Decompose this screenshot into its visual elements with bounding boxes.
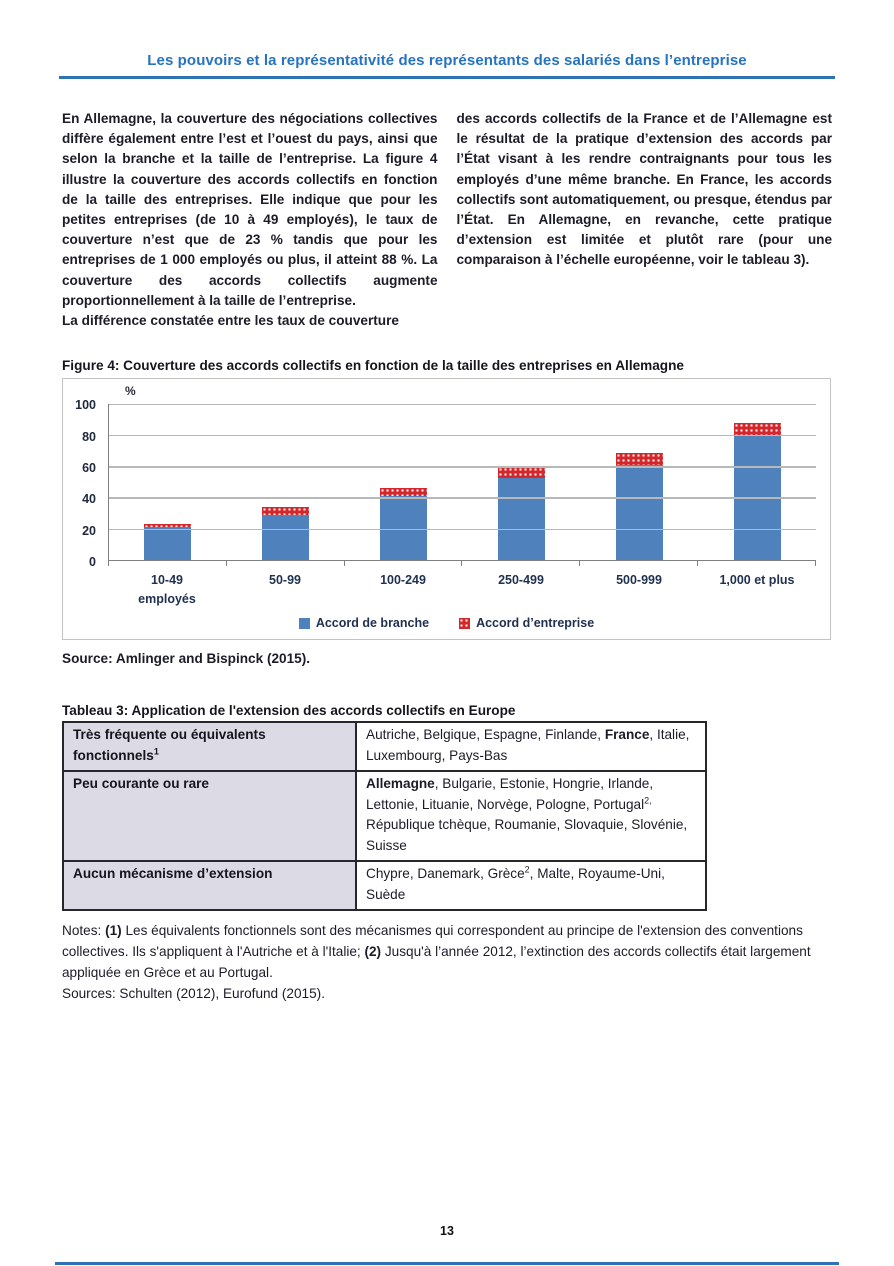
- category-label: [462, 571, 580, 609]
- bar-segment: [262, 507, 309, 515]
- figure-caption: Figure 4: Couverture des accords collectifs en fonction de la taille des entreprises en Allemagne: [62, 358, 684, 374]
- y-tick-label: 0: [89, 555, 96, 570]
- bar-slot: [345, 404, 463, 560]
- text-segment: Aucun mécanisme d’extension: [73, 866, 273, 882]
- y-tick-label: 60: [82, 461, 96, 476]
- stacked-bar: [734, 404, 781, 560]
- text-segment: Autriche, Belgique, Espagne, Finlande,: [366, 727, 605, 743]
- stacked-bar: [498, 404, 545, 560]
- paragraph: La différence constatée entre les taux de couverture: [62, 313, 399, 329]
- text-segment: 2,: [644, 795, 652, 806]
- category-label: [344, 571, 462, 609]
- table-row-label: [63, 771, 356, 861]
- stacked-bar: [380, 404, 427, 560]
- y-tick-label: 100: [75, 398, 96, 413]
- category-label-text: 10-49: [151, 573, 183, 588]
- extension-table: [62, 721, 707, 911]
- body-text: [62, 109, 832, 331]
- stacked-bar: [616, 404, 663, 560]
- text-segment: 2: [524, 864, 530, 875]
- x-tick: [345, 561, 463, 566]
- document-title: Les pouvoirs et la représentativité des représentants des salariés dans l’entreprise: [147, 52, 747, 69]
- bar-segment: [144, 527, 191, 560]
- bar-slot: [227, 404, 345, 560]
- category-label-text: 1,000 et plus: [719, 573, 795, 588]
- text-segment: Peu courante ou rare: [73, 776, 209, 792]
- table-row-label: [63, 861, 356, 910]
- y-tick-label: 80: [82, 429, 96, 444]
- chart-bars: [109, 404, 816, 560]
- bar-slot: [580, 404, 698, 560]
- x-axis-category-labels: [108, 571, 816, 609]
- text-segment: Chypre, Danemark, Grèce: [366, 866, 525, 882]
- left-column: [62, 109, 438, 331]
- bar-segment: [616, 453, 663, 465]
- bar-segment: [262, 515, 309, 560]
- text-segment: Les équivalents fonctionnels sont des mécanismes qui correspondent au principe de l'extension des conventions collectives. Ils s'appliquent à l'Autriche et à l'Italie;: [62, 923, 803, 960]
- table-row-value: [356, 771, 706, 861]
- text-segment: , Malte, Royaume-Uni, Suède: [366, 866, 665, 902]
- table-caption: Tableau 3: Application de l'extension des accords collectifs en Europe: [62, 703, 516, 719]
- category-label-text: 50-99: [269, 573, 301, 588]
- y-axis-unit-label: %: [125, 384, 136, 399]
- text-segment: (1): [105, 923, 122, 939]
- paragraph: des accords collectifs de la France et de l’Allemagne est le résultat de la pratique d’extension des accords par l’État visant à les rendre contraignants pour tous les employés d’une même branche. En France, les accords collectifs sont automatiquement, ou presque, étendus par l’État. En Allemagne, en revanche, cette pratique d’extension est limitée et plutôt rare (pour une comparaison à l’échelle européenne, voir le tableau 3).: [456, 111, 832, 268]
- x-tick: [108, 561, 227, 566]
- text-segment: Allemagne: [366, 776, 435, 792]
- legend-label: Accord d’entreprise: [476, 616, 595, 631]
- x-tick: [698, 561, 816, 566]
- page-number: 13: [440, 1224, 454, 1238]
- paragraph: En Allemagne, la couverture des négociations collectives diffère également entre l’est et l’ouest du pays, ainsi que selon la branche et la taille de l’entreprise. La figure 4 illustre la couverture des accords collectifs en fonction de la taille des entreprises. Elle indique que pour les petites entreprises (de 10 à 49 employés), le taux de couverture n’est que de 23 % tandis que pour les entreprises de 1 000 employés ou plus, il atteint 88 %. La couverture des accords collectifs augmente proportionnellement à la taille de l’entreprise.: [62, 111, 438, 308]
- notes-text: [62, 920, 832, 983]
- table-row: [63, 861, 706, 910]
- table-row-value: [356, 722, 706, 771]
- bar-chart: [62, 378, 831, 640]
- category-label: [226, 571, 344, 609]
- chart-legend: [63, 616, 830, 630]
- legend-label: Accord de branche: [315, 616, 430, 631]
- bar-slot: [109, 404, 227, 560]
- y-axis-tick-labels: [63, 398, 102, 570]
- chart-plot-area: [108, 404, 816, 561]
- legend-swatch-icon: [459, 618, 470, 629]
- table-row: [63, 771, 706, 861]
- y-tick-label: 20: [82, 523, 96, 538]
- text-segment: 1: [153, 746, 159, 757]
- bar-segment: [498, 467, 545, 478]
- footer-rule: [55, 1262, 839, 1265]
- notes-block: [62, 920, 832, 1004]
- x-tick: [227, 561, 345, 566]
- page-header: [0, 0, 894, 69]
- gridline: [109, 466, 816, 468]
- text-segment: Notes:: [62, 923, 106, 939]
- text-segment: Jusqu'à l’année 2012, l’extinction des accords collectifs était largement appliquée en Grèce et au Portugal.: [62, 944, 811, 981]
- header-rule: [59, 76, 835, 79]
- text-segment: , Italie, Luxembourg, Pays-Bas: [366, 727, 690, 763]
- x-tick: [580, 561, 698, 566]
- category-label: [108, 571, 226, 609]
- x-axis-ticks: [108, 561, 816, 566]
- gridline: [109, 435, 816, 437]
- category-label-text: 500-999: [616, 573, 662, 588]
- text-segment: Très fréquente ou équivalents fonctionnels: [73, 727, 266, 763]
- gridline: [109, 529, 816, 531]
- category-label-text: 250-499: [498, 573, 544, 588]
- text-segment: , Bulgarie, Estonie, Hongrie, Irlande, Lettonie, Lituanie, Norvège, Pologne, Portugal: [366, 776, 654, 812]
- bar-slot: [462, 404, 580, 560]
- gridline: [109, 497, 816, 499]
- text-segment: France: [604, 727, 650, 743]
- category-label: [580, 571, 698, 609]
- stacked-bar: [262, 404, 309, 560]
- table-row: [63, 722, 706, 771]
- category-label: [698, 571, 816, 609]
- bar-segment: [616, 465, 663, 560]
- legend-item: [299, 616, 429, 630]
- right-column: [457, 109, 833, 331]
- legend-item: [459, 616, 594, 630]
- y-tick-label: 40: [82, 492, 96, 507]
- text-segment: (2): [364, 944, 382, 960]
- bar-segment: [380, 488, 427, 496]
- sources-text: Sources: Schulten (2012), Eurofund (2015).: [62, 986, 325, 1002]
- category-label-text: 100-249: [380, 573, 426, 588]
- x-tick: [462, 561, 580, 566]
- bar-segment: [498, 478, 545, 561]
- table-row-value: [356, 861, 706, 910]
- text-segment: République tchèque, Roumanie, Slovaquie, Slovénie, Suisse: [366, 817, 688, 853]
- bar-slot: [698, 404, 816, 560]
- stacked-bar: [144, 404, 191, 560]
- category-sub-label: employés: [138, 592, 196, 607]
- table-row-label: [63, 722, 356, 771]
- gridline: [109, 404, 816, 406]
- bar-segment: [734, 423, 781, 435]
- legend-swatch-icon: [299, 618, 310, 629]
- figure-source: Source: Amlinger and Bispinck (2015).: [62, 651, 311, 667]
